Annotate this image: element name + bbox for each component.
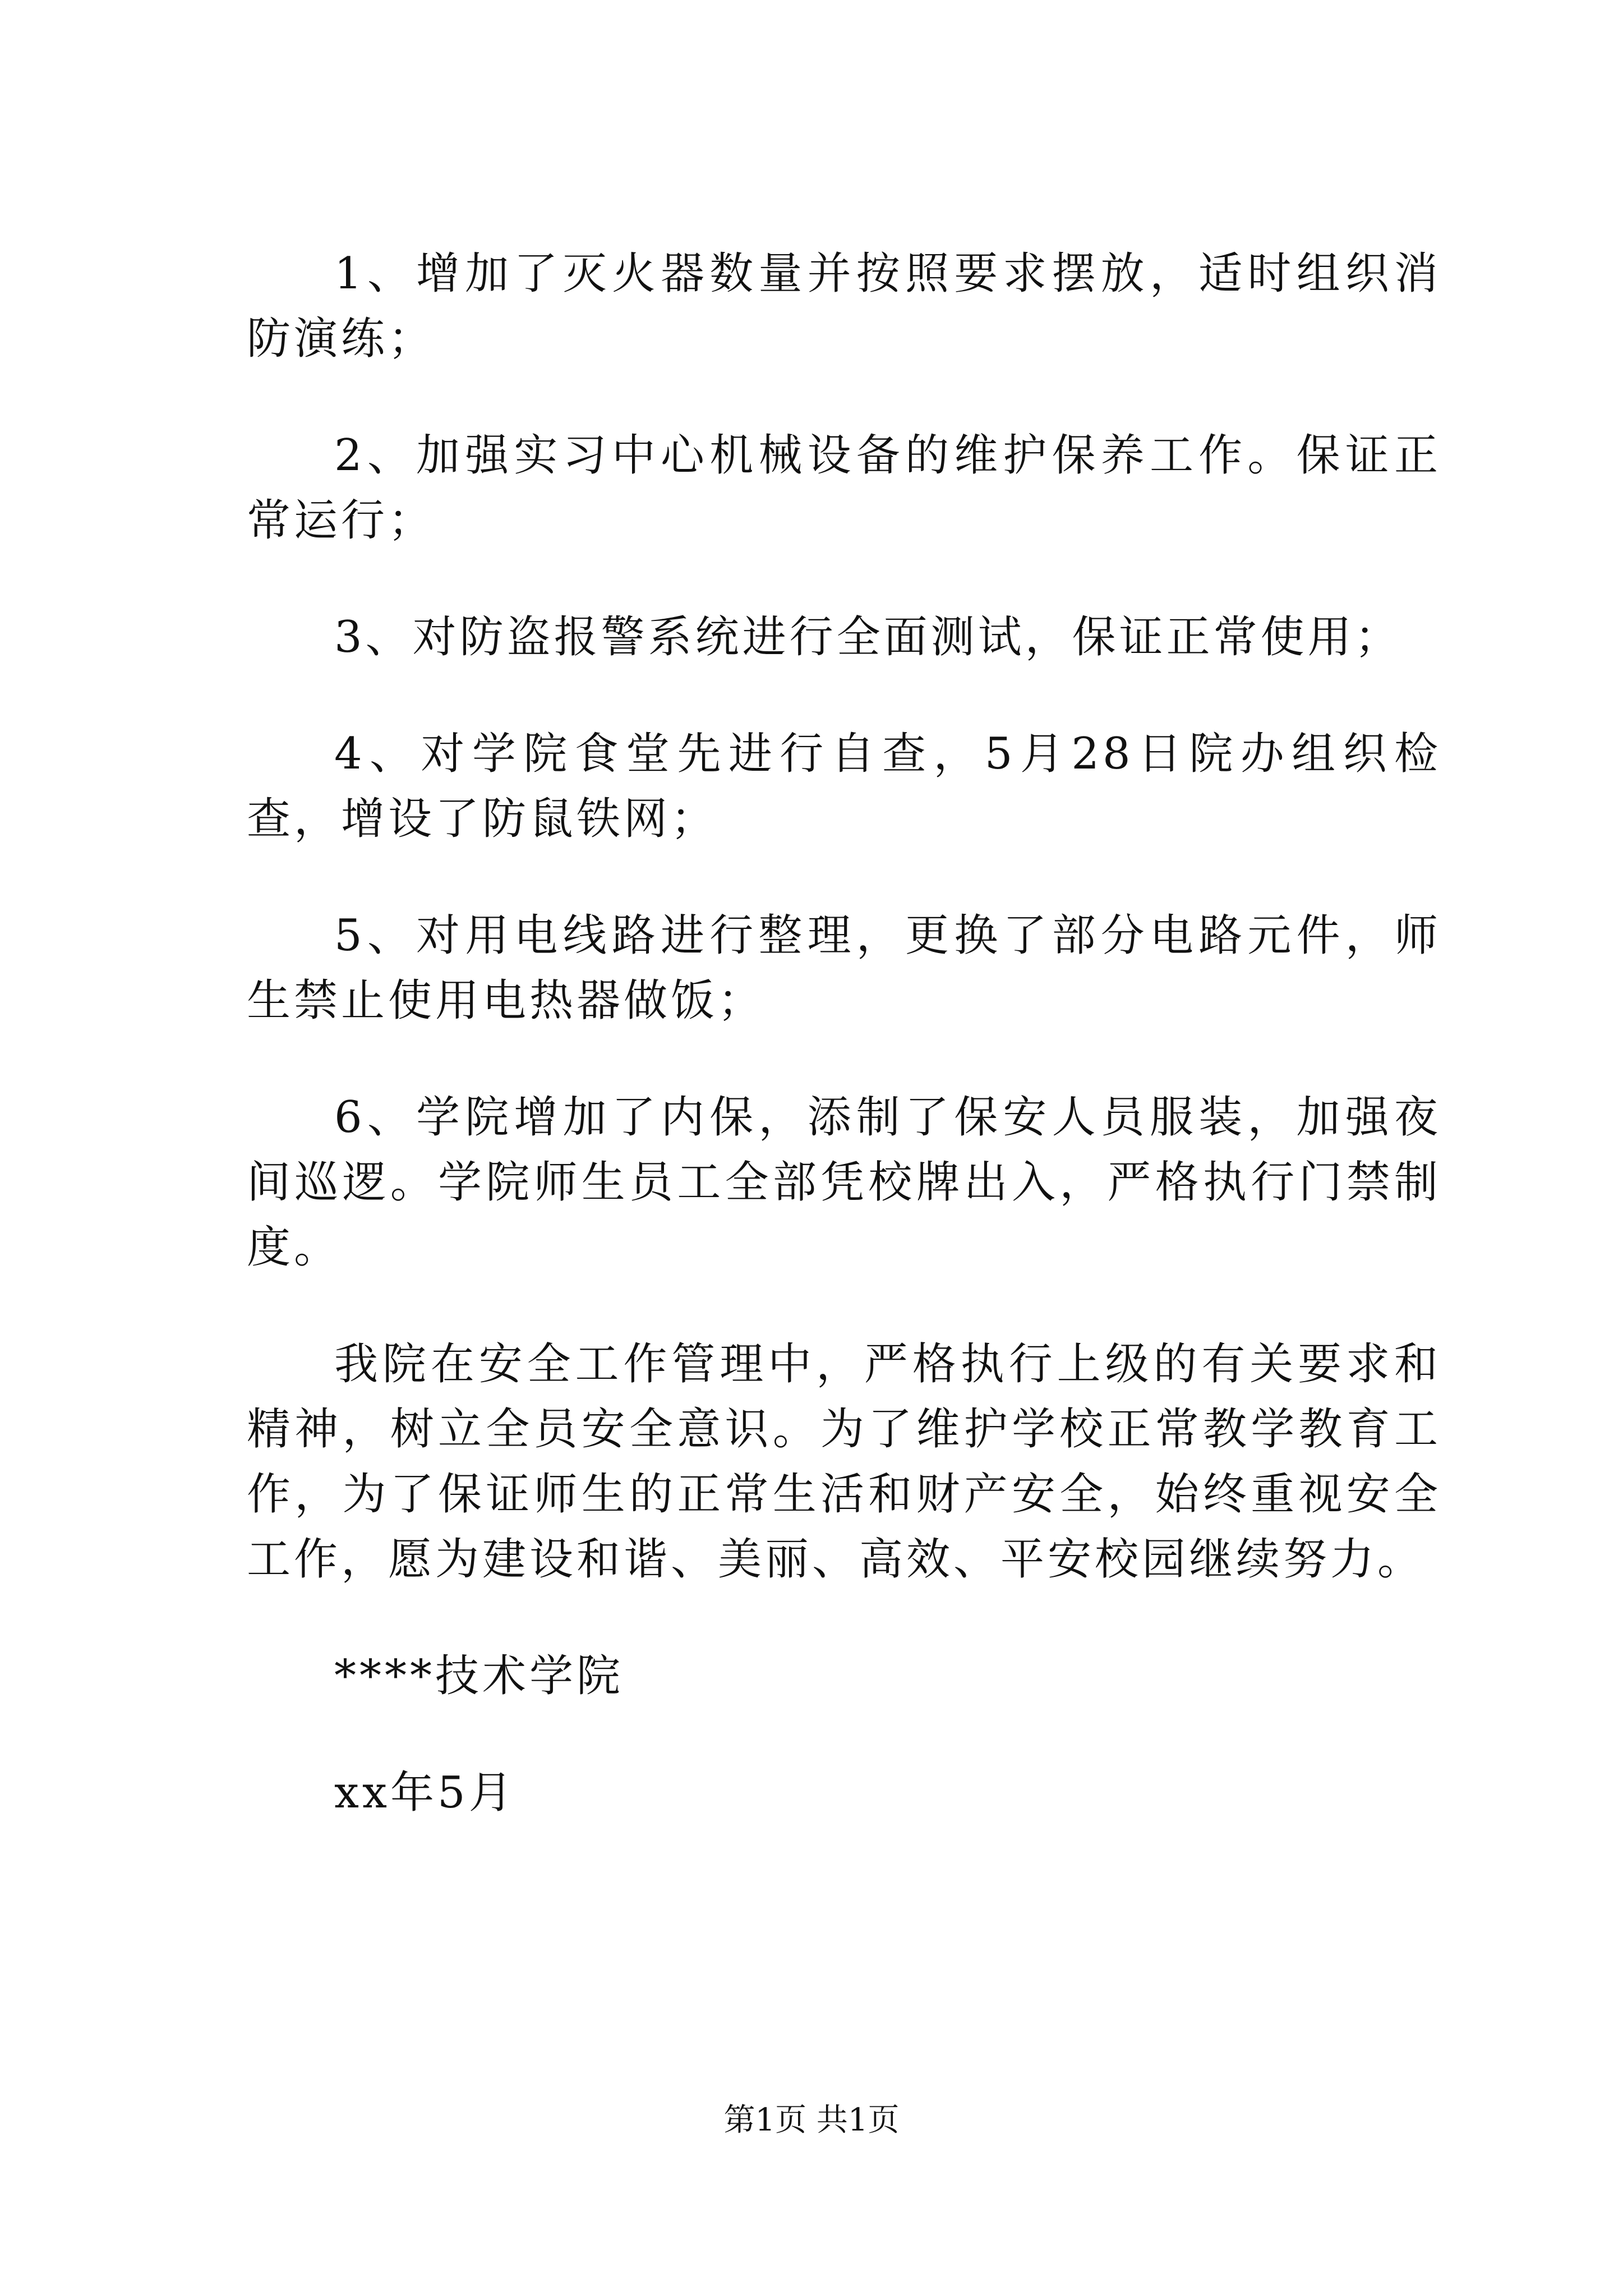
list-item-1: 1、增加了灭火器数量并按照要求摆放，适时组织消防演练； — [247, 249, 1441, 364]
document-body — [247, 241, 1441, 1877]
signature: ****技术学院 — [334, 1651, 624, 1701]
list-item-3: 3、对防盗报警系统进行全面测试，保证正常使用； — [334, 612, 1402, 662]
page-footer: 第1页 共1页 — [723, 2102, 900, 2138]
list-item-6: 6、学院增加了内保，添制了保安人员服装，加强夜间巡逻。学院师生员工全部凭校牌出入，严格执行门禁制度。 — [247, 1092, 1441, 1273]
date-line: xx年5月 — [334, 1768, 516, 1818]
list-item-2: 2、加强实习中心机械设备的维护保养工作。保证正常运行； — [247, 430, 1441, 546]
list-item-5: 5、对用电线路进行整理，更换了部分电路元件，师生禁止使用电热器做饭； — [247, 910, 1441, 1026]
summary-paragraph: 我院在安全工作管理中，严格执行上级的有关要求和精神，树立全员安全意识。为了维护学校正常教学教育工作，为了保证师生的正常生活和财产安全，始终重视安全工作，愿为建设和谐、美丽、高效、平安校园继续努力。 — [247, 1339, 1441, 1585]
list-item-4: 4、对学院食堂先进行自查，5月28日院办组织检查，增设了防鼠铁网； — [247, 729, 1441, 844]
